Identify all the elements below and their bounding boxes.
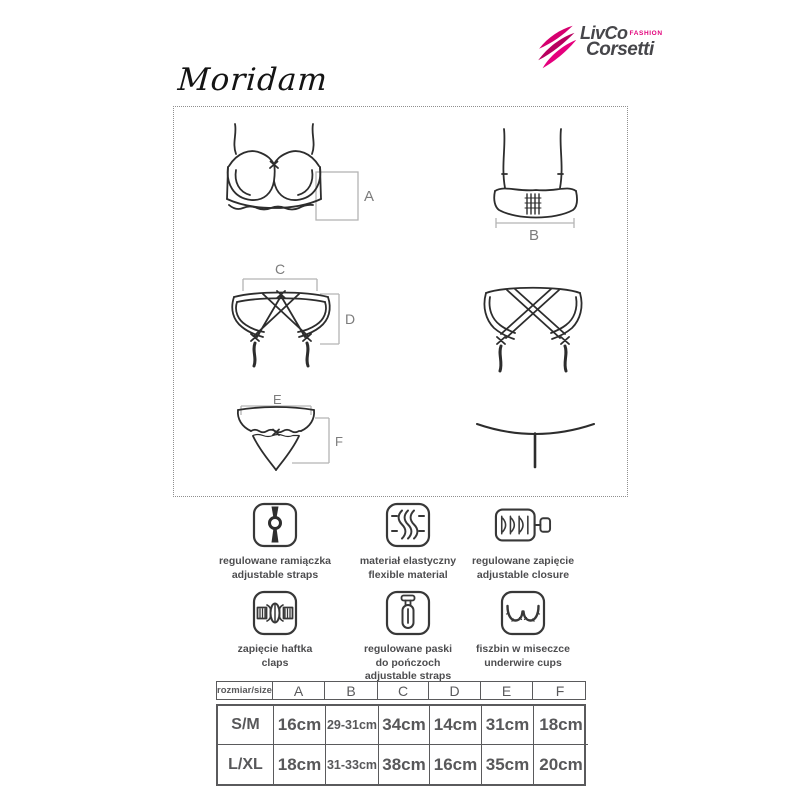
feature-underwire-cups [448, 590, 598, 670]
garter-straps-icon [385, 590, 431, 636]
feature-caption: zapięcie haftka claps [237, 643, 313, 669]
flexible-material-icon [385, 502, 431, 548]
row-sm-a: 16cm [274, 706, 326, 745]
row-lxl-label: L/XL [218, 745, 274, 784]
measure-label-a: A [364, 188, 375, 205]
row-lxl-c: 38cm [379, 745, 430, 784]
feature-caption: regulowane ramiączka adjustable straps [218, 555, 332, 581]
header-a: A [273, 682, 325, 699]
size-table-body [216, 704, 586, 786]
measure-label-f: F [335, 434, 343, 449]
logo-swoosh-icon [532, 24, 578, 70]
header-e: E [481, 682, 533, 699]
garter-belt-back-drawing [479, 283, 587, 375]
row-lxl-f: 20cm [539, 754, 583, 774]
feature-clasp [200, 590, 350, 670]
measure-label-b: B [529, 227, 540, 241]
feature-caption: materiał elastyczny flexible material [359, 555, 457, 581]
brand-name-bottom: Corsetti [586, 39, 654, 60]
feature-adjustable-closure [448, 502, 598, 582]
panties-front-drawing [233, 393, 348, 477]
feature-adjustable-straps [200, 502, 350, 582]
garter-belt-front-drawing [229, 261, 359, 373]
underwire-cups-icon [500, 590, 546, 636]
row-sm-c: 34cm [379, 706, 430, 745]
row-lxl-d: 16cm [430, 745, 482, 784]
logo-text [580, 24, 663, 58]
row-sm-b: 29-31cm [326, 706, 379, 745]
header-d: D [429, 682, 481, 699]
feature-caption: regulowane zapięcie adjustable closure [471, 555, 575, 581]
feature-caption: regulowane paski do pończoch adjustable straps [363, 643, 453, 682]
row-lxl-b: 31-33cm [326, 745, 379, 784]
row-sm-f: 18cm [534, 706, 588, 745]
header-f: F [555, 682, 565, 699]
bra-front-drawing [223, 121, 383, 229]
measurement-diagram-box [173, 106, 628, 497]
adjustable-straps-icon [252, 502, 298, 548]
size-table-header [216, 681, 586, 700]
row-sm-label: S/M [218, 706, 274, 745]
row-lxl-e: 35cm [482, 745, 534, 784]
measure-label-c: C [275, 261, 286, 277]
adjustable-closure-icon [494, 502, 552, 548]
thong-back-drawing [473, 419, 598, 471]
header-b: B [325, 682, 378, 699]
row-sm-d: 14cm [430, 706, 482, 745]
bra-back-drawing [489, 126, 584, 241]
header-rozmiar-size: rozmiar/size [217, 682, 273, 699]
row-sm-e: 31cm [482, 706, 534, 745]
product-title: Moridam [176, 62, 330, 98]
header-c: C [378, 682, 429, 699]
brand-logo [532, 24, 663, 70]
feature-caption: fiszbin w miseczce underwire cups [476, 643, 570, 669]
clasp-icon [252, 590, 298, 636]
row-lxl-a: 18cm [274, 745, 326, 784]
brand-fashion-label: FASHION [629, 30, 663, 37]
brand-name-top: LivCo [580, 23, 628, 43]
measure-label-e: E [273, 393, 282, 407]
measure-label-d: D [345, 311, 356, 327]
